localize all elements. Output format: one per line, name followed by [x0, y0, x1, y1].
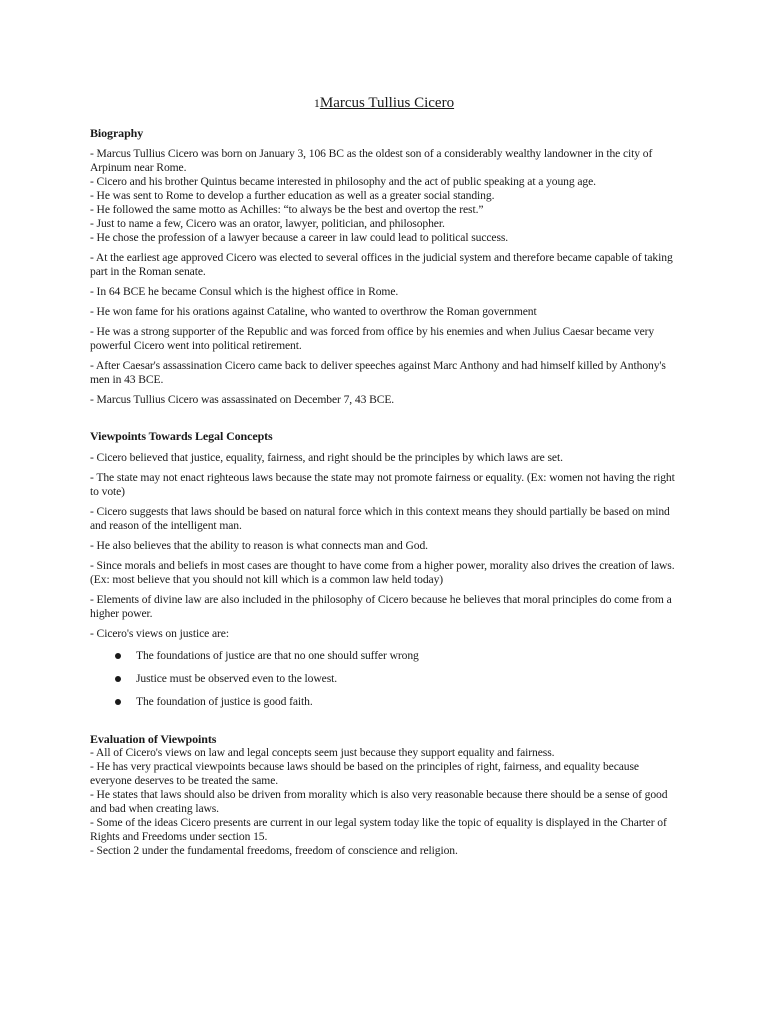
list-item: [90, 672, 682, 686]
viewpoints-item: - Since morals and beliefs in most cases are thought to have come from a higher power, morality also drives the creation of laws. (Ex: most believe that you should not kill which is a common law held today): [90, 559, 675, 586]
biography-item: - Just to name a few, Cicero was an orator, lawyer, politician, and philosopher.: [90, 217, 445, 230]
biography-item: - He chose the profession of a lawyer because a career in law could lead to political success.: [90, 231, 509, 244]
bullet-icon: [115, 653, 121, 659]
bullet-text: The foundation of justice is good faith.: [136, 695, 313, 708]
viewpoints-item: - Elements of divine law are also included in the philosophy of Cicero because he believes that moral principles do come from a higher power.: [90, 593, 672, 620]
biography-block-1: [90, 147, 682, 245]
biography-item: - Cicero and his brother Quintus became interested in philosophy and the act of public speaking at a young age.: [90, 175, 596, 188]
biography-item: - He followed the same motto as Achilles: “to always be the best and overtop the rest.”: [90, 203, 484, 216]
document-title-line: [0, 95, 768, 112]
evaluation-item: - Section 2 under the fundamental freedoms, freedom of conscience and religion.: [90, 844, 458, 857]
title-number: 1: [313, 96, 320, 110]
justice-bullet-list: [90, 649, 682, 709]
biography-item: - In 64 BCE he became Consul which is the highest office in Rome.: [90, 285, 399, 298]
viewpoints-item: - The state may not enact righteous laws because the state may not promote fairness or equality. (Ex: women not having the right to vote): [90, 471, 675, 498]
document-body: [90, 126, 682, 858]
list-item: [90, 695, 682, 709]
biography-item: - Marcus Tullius Cicero was born on January 3, 106 BC as the oldest son of a considerably wealthy landowner in the city of Arpinum near Rome.: [90, 147, 653, 174]
page-title: Marcus Tullius Cicero: [319, 95, 455, 111]
biography-item: - After Caesar's assassination Cicero came back to deliver speeches against Marc Anthony and had himself killed by Anthony's men in 43 BCE.: [90, 359, 666, 386]
evaluation-item: - All of Cicero's views on law and legal concepts seem just because they support equality and fairness.: [90, 746, 555, 759]
biography-item: - At the earliest age approved Cicero was elected to several offices in the judicial system and therefore became capable of taking part in the Roman senate.: [90, 251, 673, 278]
viewpoints-heading: Viewpoints Towards Legal Concepts: [90, 429, 273, 443]
bullet-icon: [115, 676, 121, 682]
biography-heading: Biography: [90, 126, 144, 140]
list-item: [90, 649, 682, 663]
biography-item: - Marcus Tullius Cicero was assassinated on December 7, 43 BCE.: [90, 393, 395, 406]
evaluation-item: - He has very practical viewpoints because laws should be based on the principles of right, fairness, and equality because everyone deserves to be treated the same.: [90, 760, 639, 787]
evaluation-item: - Some of the ideas Cicero presents are current in our legal system today like the topic of equality is displayed in the Charter of Rights and Freedoms under section 15.: [90, 816, 667, 843]
viewpoints-item: - Cicero believed that justice, equality, fairness, and right should be the principles by which laws are set.: [90, 451, 563, 464]
biography-item: - He was a strong supporter of the Republic and was forced from office by his enemies and when Julius Caesar became very powerful Cicero went into political retirement.: [90, 325, 655, 352]
evaluation-item: - He states that laws should also be driven from morality which is also very reasonable because there should be a sense of good and bad when creating laws.: [90, 788, 668, 815]
viewpoints-item: - Cicero suggests that laws should be based on natural force which in this context means they should partially be based on mind and reason of the intelligent man.: [90, 505, 670, 532]
viewpoints-item: - Cicero's views on justice are:: [90, 627, 229, 640]
bullet-icon: [115, 699, 121, 705]
evaluation-heading: Evaluation of Viewpoints: [90, 732, 217, 746]
biography-item: - He was sent to Rome to develop a further education as well as a greater social standing.: [90, 189, 495, 202]
bullet-text: Justice must be observed even to the lowest.: [136, 672, 338, 685]
bullet-text: The foundations of justice are that no one should suffer wrong: [136, 649, 419, 662]
viewpoints-item: - He also believes that the ability to reason is what connects man and God.: [90, 539, 428, 552]
biography-item: - He won fame for his orations against Cataline, who wanted to overthrow the Roman government: [90, 305, 537, 318]
